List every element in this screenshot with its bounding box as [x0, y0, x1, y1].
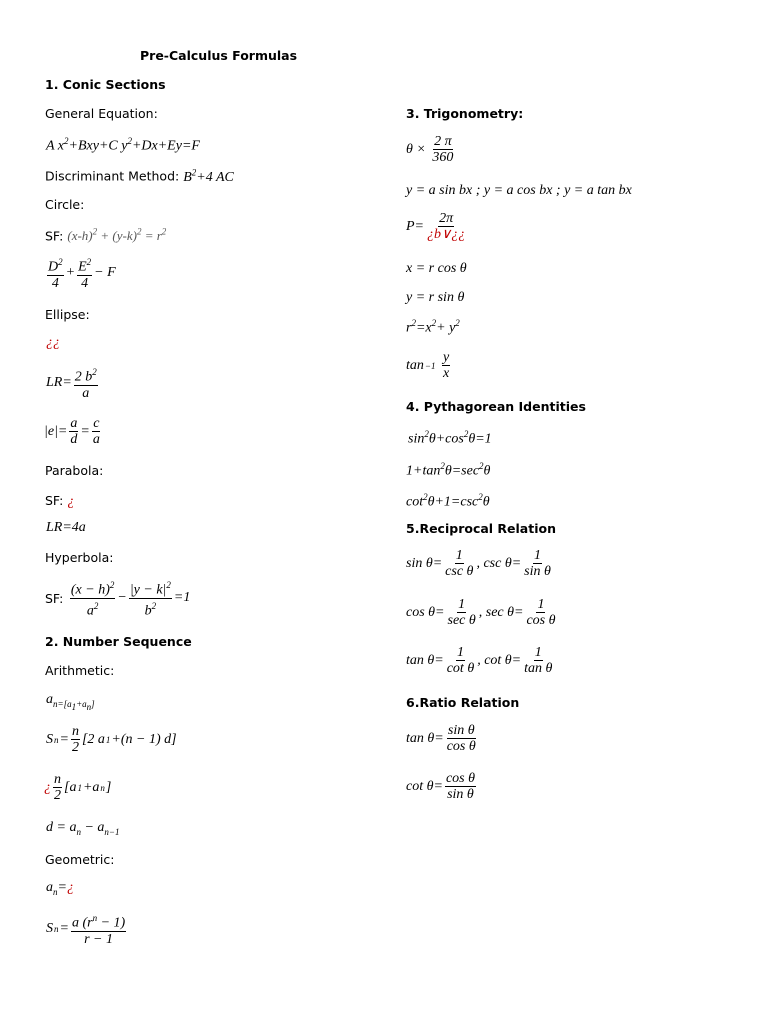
hyperbola-sf-label: SF:	[45, 590, 64, 606]
parabola-latus-rectum: LR=4a	[46, 520, 86, 535]
arithmetic-label: Arithmetic:	[45, 663, 115, 678]
ellipse-placeholder: ¿¿	[46, 335, 60, 350]
hyperbola-sf-equation: $\frac{(x - h)^2}{a^2}$ − $\frac{|y - k|^2}{b^2}$ =1	[70, 580, 191, 619]
reciprocal-sin-csc: sin θ= $\frac{1}{\text{csc θ}}$ , csc θ= $\frac{1}{\text{sin θ}}$	[406, 548, 551, 579]
discriminant-equation: $B^2+4$ AC	[183, 167, 234, 185]
circle-sf-label: SF:	[45, 228, 64, 244]
pythagorean-identity-1: $\sin^2\theta+\cos^2\theta=1$	[408, 429, 492, 447]
discriminant-label: Discriminant Method:	[45, 168, 180, 184]
geometric-nth-term: $a_n=¿$	[46, 880, 74, 897]
reciprocal-cos-sec: cos θ= $\frac{1}{\text{sec θ}}$ , sec θ= $\frac{1}{\text{cos θ}}$	[406, 597, 556, 628]
parabola-sf-row	[45, 493, 74, 510]
polar-r: $r^2=x^2+ y^2$	[406, 318, 460, 336]
circle-sf-equation: $(x-h)^2 + (y-k)^2 = r^2$	[67, 227, 167, 244]
ellipse-latus-rectum: LR= $\frac{2 b^2}{a}$	[46, 367, 97, 401]
hyperbola-sf-row	[45, 578, 190, 618]
ellipse-label: Ellipse:	[45, 307, 90, 322]
theta-conversion: θ × $\frac{2 \pi}{360}$	[406, 134, 454, 165]
circle-radius-equation: $\frac{D^2}{4}$ + $\frac{E^2}{4}$ − F	[48, 257, 116, 291]
arithmetic-sum: S n = $\frac{n}{2}$ [2 a 1 +(n − 1) d]	[46, 724, 177, 755]
parabola-label: Parabola:	[45, 463, 104, 478]
polar-y: y = r sin θ	[406, 290, 465, 305]
pythagorean-identity-2: $1+\tan^2\theta=\sec^2\theta$	[406, 461, 491, 479]
circle-label: Circle:	[45, 197, 85, 212]
trig-functions: y = a sin bx ; y = a cos bx ; y = a tan bx	[406, 183, 632, 198]
arithmetic-nth-term: $a_{n=[a_1+a_n]}$	[46, 692, 95, 712]
ratio-tan: tan θ= $\frac{\text{sin θ}}{\text{cos θ}}$	[406, 723, 476, 754]
general-equation: A $x^2+Bxy+C$ $y^2+Dx+Ey=F$	[46, 136, 200, 154]
ellipse-eccentricity: |e|= $\frac{a}{d}$ = $\frac{c}{a}$	[44, 416, 100, 447]
circle-sf-row	[45, 227, 166, 244]
hyperbola-label: Hyperbola:	[45, 550, 114, 565]
heading-reciprocal: 5.Reciprocal Relation	[406, 521, 556, 536]
parabola-sf-placeholder: ¿	[67, 494, 75, 509]
heading-ratio: 6.Ratio Relation	[406, 695, 520, 710]
arithmetic-sum-alt: ¿ $\frac{n}{2}$ [a 1 +a n ]	[44, 772, 112, 803]
pythagorean-identity-3: $\cot^2\theta+1=\csc^2\theta$	[406, 492, 490, 510]
general-equation-label: General Equation:	[45, 106, 158, 121]
reciprocal-tan-cot: tan θ= $\frac{1}{\text{cot θ}}$ , cot θ= $\frac{1}{\text{tan θ}}$	[406, 645, 553, 676]
heading-pythagorean: 4. Pythagorean Identities	[406, 399, 586, 414]
parabola-sf-label: SF:	[45, 493, 64, 508]
page-title: Pre-Calculus Formulas	[140, 48, 298, 63]
heading-number-sequence: 2. Number Sequence	[45, 634, 192, 649]
geometric-sum: S n = $\frac{a (r^n - 1)}{r - 1}$	[46, 913, 126, 947]
heading-trigonometry: 3. Trigonometry:	[406, 106, 524, 121]
polar-x: x = r cos θ	[406, 261, 467, 276]
polar-theta: tan −1 $\frac{y}{x}$	[406, 350, 450, 381]
trig-period: P= $\frac{2\pi}{¿b\vee¿¿}$	[406, 211, 466, 242]
ratio-cot: cot θ= $\frac{\text{cos θ}}{\text{sin θ}}$	[406, 771, 475, 802]
geometric-label: Geometric:	[45, 852, 115, 867]
heading-conic-sections: 1. Conic Sections	[45, 77, 166, 92]
discriminant-row	[45, 167, 234, 186]
arithmetic-common-difference: $d = a_n - a_{n-1}$	[46, 820, 120, 837]
